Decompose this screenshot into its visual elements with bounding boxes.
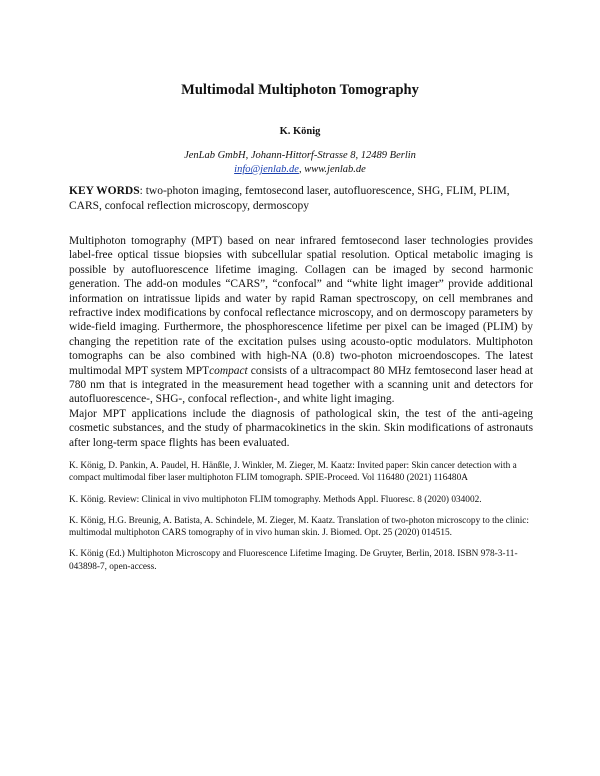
references-section — [69, 460, 533, 582]
contact-line — [0, 163, 600, 177]
reference-item: K. König. Review: Clinical in vivo multiphoton FLIM tomography. Methods Appl. Fluoresc. 8 (2020) 034002. — [69, 494, 482, 505]
paper-title: Multimodal Multiphoton Tomography — [181, 82, 419, 98]
reference-item: K. König (Ed.) Multiphoton Microscopy and Fluorescence Lifetime Imaging. De Gruyter, Berlin, 2018. ISBN 978-3-11-043898-7, open-access. — [69, 549, 518, 572]
email-link[interactable]: info@jenlab.de — [234, 164, 299, 175]
website-text: , www.jenlab.de — [298, 164, 366, 175]
keywords-section — [69, 184, 533, 214]
reference-item: K. König, D. Pankin, A. Paudel, H. Hänßle, J. Winkler, M. Zieger, M. Kaatz: Invited paper: Skin cancer detection with a compact multimodal fiber laser multiphoton FLIM tomograph. SPIE-Proceed. Vol 116480 (2021) 116480A — [69, 461, 517, 484]
reference-item: K. König, H.G. Breunig, A. Batista, A. Schindele, M. Zieger, M. Kaatz. Translation of two-photon microscopy to the clinic: multimodal multiphoton CARS tomography of in vivo human skin. J. Biomed. Opt. 25 (2020) 014515. — [69, 515, 530, 539]
abstract-section — [69, 234, 533, 450]
keywords-label: KEY WORDS — [69, 185, 140, 197]
author-name: K. König — [279, 126, 321, 137]
affiliation-block — [0, 149, 600, 177]
abstract-paragraph-1 — [69, 234, 533, 407]
affiliation-address: JenLab GmbH, Johann-Hittorf-Strasse 8, 12489 Berlin — [184, 150, 416, 161]
abstract-paragraph-2: Major MPT applications include the diagnosis of pathological skin, the test of the anti-ageing cosmetic substances, and the study of pharmacokinetics in the skin. Skin modifications of astronauts after long-term space flights has been evaluated. — [69, 407, 533, 449]
keywords-list: : two-photon imaging, femtosecond laser, autofluorescence, SHG, FLIM, PLIM, CARS, confocal reflection microscopy, dermoscopy — [69, 185, 510, 212]
abstract-text-italic: compact — [209, 364, 248, 377]
abstract-text-part-2: consists of a ultracompact 80 MHz femtosecond laser head at 780 nm that is integrated in the measurement head together with a scanning unit and detectors for autofluorescence-, SHG-, confocal reflection-, and white light imaging. — [69, 364, 534, 406]
abstract-text-part-1: Multiphoton tomography (MPT) based on near infrared femtosecond laser technologies provides label-free optical tissue biopsies with subcellular spatial resolution. Optical metabolic imaging is possible by autofluorescence lifetime imaging. Collagen can be imaged by second harmonic generation. The add-on modules “CARS”, “confocal” and “white light imager” provide additional information on intratissue lipids and water by rapid Raman spectroscopy, on cell membranes and refractive index modifications by confocal reflectance microscopy, and on dermoscopy parameters by wide-field imaging. Furthermore, the phosphorescence lifetime per pixel can be imaged (PLIM) by changing the repetition rate of the excitation pulses using acousto-optic modulators. Multiphoton tomographs can be also combined with high-NA (0.8) two-photon microendoscopes. The latest multimodal MPT system MPT — [69, 235, 533, 377]
